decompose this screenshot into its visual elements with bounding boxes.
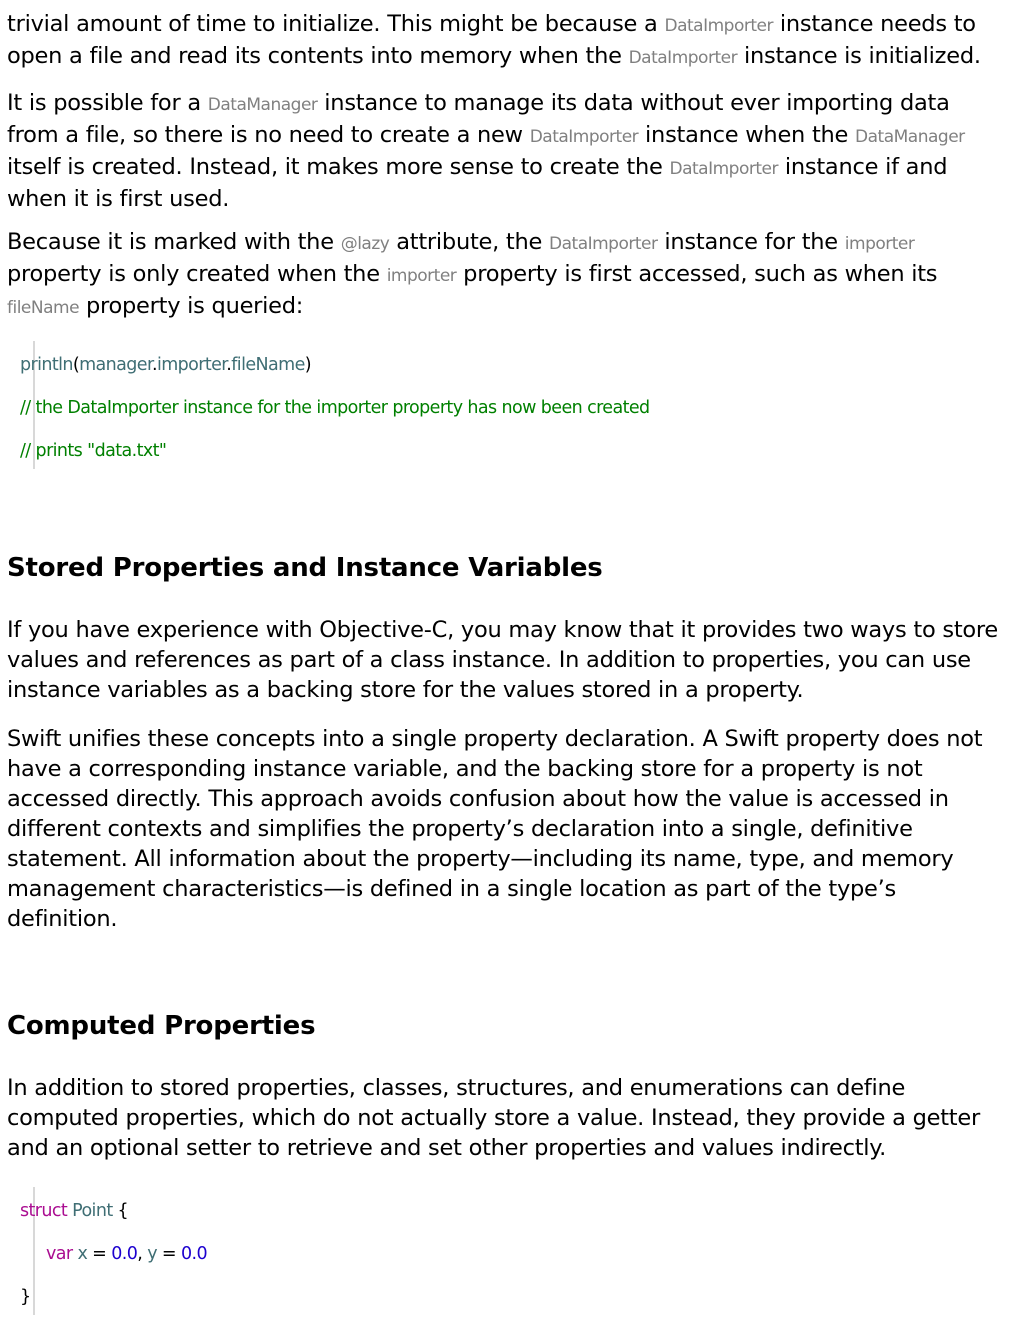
- section-heading-stored-properties: Stored Properties and Instance Variables: [7, 553, 603, 583]
- paragraph-data-manager: [7, 88, 965, 214]
- text-line: computed properties, which do not actually store a value. Instead, they provide a getter: [7, 1105, 980, 1131]
- inline-code: DataImporter: [664, 16, 773, 36]
- text-line: when it is first used.: [7, 186, 230, 212]
- text-line: fileName property is queried:: [7, 293, 304, 319]
- inline-code: @lazy: [340, 234, 390, 254]
- code-line: }: [20, 1287, 31, 1307]
- text-line: and an optional setter to retrieve and set other properties and values indirectly.: [7, 1135, 887, 1161]
- text-line: Because it is marked with the @lazy attribute, the DataImporter instance for the importer: [7, 229, 915, 255]
- text-line: If you have experience with Objective-C, you may know that it provides two ways to store: [7, 617, 999, 643]
- text-line: definition.: [7, 906, 118, 932]
- text-line: statement. All information about the property—including its name, type, and memory: [7, 846, 954, 872]
- code-line: var x = 0.0, y = 0.0: [46, 1244, 207, 1264]
- paragraph-computed-intro: [7, 1073, 980, 1163]
- code-block-point-struct: [20, 1187, 207, 1315]
- text-line: have a corresponding instance variable, and the backing store for a property is not: [7, 756, 923, 782]
- paragraph-swift-unifies: [7, 724, 982, 934]
- text-line: from a file, so there is no need to create a new DataImporter instance when the DataManager: [7, 122, 965, 148]
- code-comment: // the DataImporter instance for the importer property has now been created: [20, 398, 650, 418]
- inline-code: fileName: [7, 298, 80, 318]
- inline-code: DataManager: [207, 95, 318, 115]
- text-line: different contexts and simplifies the property’s declaration into a single, definitive: [7, 816, 913, 842]
- inline-code: DataImporter: [669, 159, 778, 179]
- text-line: itself is created. Instead, it makes more sense to create the DataImporter instance if and: [7, 154, 948, 180]
- code-block-importer: [20, 341, 650, 469]
- text-line: values and references as part of a class instance. In addition to properties, you can use: [7, 647, 971, 673]
- inline-code: importer: [386, 266, 457, 286]
- paragraph-objective-c: [7, 615, 998, 705]
- paragraph-lazy-intro: [7, 9, 981, 73]
- inline-code: DataImporter: [549, 234, 658, 254]
- text-line: property is only created when the importer property is first accessed, such as when its: [7, 261, 938, 287]
- text-line: accessed directly. This approach avoids confusion about how the value is accessed in: [7, 786, 949, 812]
- inline-code: DataImporter: [529, 127, 639, 147]
- text-line: management characteristics—is defined in a single location as part of the type’s: [7, 876, 897, 902]
- code-line: struct Point {: [20, 1201, 129, 1221]
- text-line: open a file and read its contents into memory when the DataImporter instance is initialized.: [7, 43, 981, 69]
- text-line: trivial amount of time to initialize. This might be because a DataImporter instance needs to: [7, 11, 976, 37]
- inline-code: DataManager: [855, 127, 965, 147]
- text-line: It is possible for a DataManager instance to manage its data without ever importing data: [7, 90, 950, 116]
- section-heading-computed-properties: Computed Properties: [7, 1011, 316, 1041]
- text-line: Swift unifies these concepts into a single property declaration. A Swift property does not: [7, 726, 983, 752]
- text-line: instance variables as a backing store for the values stored in a property.: [7, 677, 804, 703]
- code-line: println(manager.importer.fileName): [20, 355, 311, 375]
- inline-code: importer: [844, 234, 915, 254]
- text-line: In addition to stored properties, classes, structures, and enumerations can define: [7, 1075, 906, 1101]
- inline-code: DataImporter: [628, 48, 738, 68]
- code-comment: // prints "data.txt": [20, 441, 167, 461]
- paragraph-lazy-attribute: [7, 227, 937, 323]
